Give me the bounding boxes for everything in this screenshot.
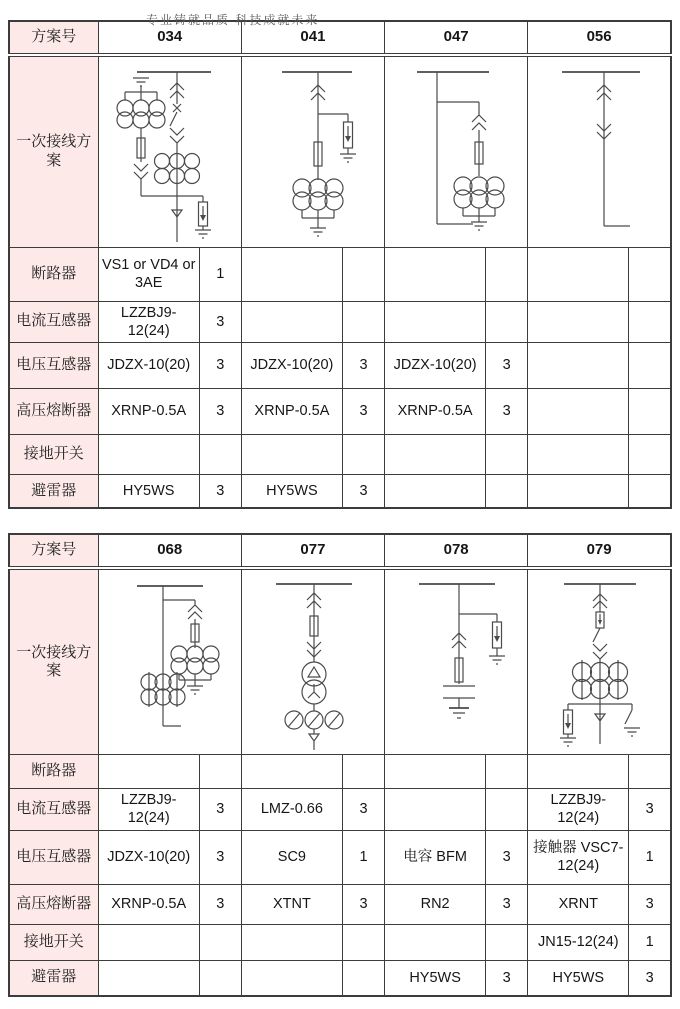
- component-row-label: 电流互感器: [9, 301, 98, 342]
- qty-cell: 3: [486, 884, 528, 924]
- scheme-header-row: [9, 534, 671, 568]
- model-cell: HY5WS: [528, 960, 629, 996]
- diagram-034: [99, 58, 242, 246]
- qty-cell: 3: [342, 884, 384, 924]
- model-cell: [528, 247, 629, 301]
- model-cell: [385, 434, 486, 474]
- diagram-cell: [98, 55, 241, 247]
- qty-cell: [486, 924, 528, 960]
- model-cell: JDZX-10(20): [385, 342, 486, 388]
- diagram-056: [528, 58, 671, 246]
- diagram-079: [528, 570, 671, 754]
- model-cell: [241, 301, 342, 342]
- component-row: [9, 755, 671, 789]
- qty-cell: 3: [342, 342, 384, 388]
- component-row: [9, 884, 671, 924]
- component-row-label: 接地开关: [9, 924, 98, 960]
- diagram-row: [9, 568, 671, 755]
- component-row-label: 接地开关: [9, 434, 98, 474]
- model-cell: [98, 755, 199, 789]
- qty-cell: 1: [342, 830, 384, 884]
- model-cell: LMZ-0.66: [241, 789, 342, 830]
- qty-cell: 1: [629, 924, 671, 960]
- qty-cell: 3: [342, 388, 384, 434]
- model-cell: [528, 301, 629, 342]
- model-cell: [241, 924, 342, 960]
- scheme-table-2: [8, 533, 672, 997]
- component-row-label: 断路器: [9, 755, 98, 789]
- qty-cell: [629, 388, 671, 434]
- scheme-number: 078: [385, 534, 528, 568]
- model-cell: [98, 434, 199, 474]
- qty-cell: [199, 434, 241, 474]
- component-row: [9, 434, 671, 474]
- qty-cell: 3: [486, 830, 528, 884]
- component-row: [9, 342, 671, 388]
- model-cell: [385, 755, 486, 789]
- component-row: [9, 474, 671, 508]
- qty-cell: 3: [486, 388, 528, 434]
- diagram-cell: [385, 55, 528, 247]
- qty-cell: [199, 924, 241, 960]
- model-cell: VS1 or VD4 or 3AE: [98, 247, 199, 301]
- component-row-label: 高压熔断器: [9, 388, 98, 434]
- diagram-041: [242, 58, 385, 246]
- component-row: [9, 789, 671, 830]
- model-cell: LZZBJ9-12(24): [528, 789, 629, 830]
- qty-cell: [199, 755, 241, 789]
- qty-cell: 3: [342, 789, 384, 830]
- qty-cell: 3: [629, 960, 671, 996]
- qty-cell: [486, 301, 528, 342]
- diagram-cell: [385, 568, 528, 755]
- qty-cell: [629, 301, 671, 342]
- model-cell: JDZX-10(20): [98, 342, 199, 388]
- model-cell: [241, 247, 342, 301]
- qty-cell: [486, 755, 528, 789]
- qty-cell: [342, 960, 384, 996]
- diagram-row: [9, 55, 671, 247]
- scheme-number: 079: [528, 534, 671, 568]
- model-cell: [241, 434, 342, 474]
- model-cell: [385, 924, 486, 960]
- model-cell: [528, 474, 629, 508]
- component-row: [9, 830, 671, 884]
- model-cell: [98, 924, 199, 960]
- qty-cell: 3: [199, 301, 241, 342]
- component-row-label: 避雷器: [9, 960, 98, 996]
- diagram-078: [385, 570, 528, 754]
- diagram-cell: [528, 568, 671, 755]
- qty-cell: [629, 247, 671, 301]
- scheme-number: 047: [385, 21, 528, 55]
- diagram-cell: [241, 568, 384, 755]
- qty-cell: [342, 301, 384, 342]
- model-cell: XTNT: [241, 884, 342, 924]
- scheme-number: 056: [528, 21, 671, 55]
- qty-cell: 3: [199, 474, 241, 508]
- model-cell: RN2: [385, 884, 486, 924]
- diagram-068: [99, 570, 242, 754]
- component-row-label: 避雷器: [9, 474, 98, 508]
- qty-cell: 1: [629, 830, 671, 884]
- qty-cell: [486, 474, 528, 508]
- model-cell: JN15-12(24): [528, 924, 629, 960]
- model-cell: LZZBJ9-12(24): [98, 301, 199, 342]
- model-cell: XRNP-0.5A: [98, 884, 199, 924]
- model-cell: 电容 BFM: [385, 830, 486, 884]
- qty-cell: 3: [629, 884, 671, 924]
- component-row-label: 电压互感器: [9, 342, 98, 388]
- model-cell: SC9: [241, 830, 342, 884]
- scheme-no-label: 方案号: [9, 21, 98, 55]
- scheme-no-label: 方案号: [9, 534, 98, 568]
- component-row-label: 断路器: [9, 247, 98, 301]
- wiring-scheme-label: 一次接线方案: [9, 55, 98, 247]
- model-cell: HY5WS: [241, 474, 342, 508]
- diagram-cell: [98, 568, 241, 755]
- component-row: [9, 247, 671, 301]
- model-cell: [98, 960, 199, 996]
- diagram-cell: [528, 55, 671, 247]
- qty-cell: [629, 342, 671, 388]
- qty-cell: [629, 474, 671, 508]
- model-cell: [385, 474, 486, 508]
- component-row-label: 高压熔断器: [9, 884, 98, 924]
- scheme-number: 068: [98, 534, 241, 568]
- component-row-label: 电流互感器: [9, 789, 98, 830]
- model-cell: XRNT: [528, 884, 629, 924]
- diagram-047: [385, 58, 528, 246]
- qty-cell: [486, 789, 528, 830]
- model-cell: [385, 789, 486, 830]
- scheme-number: 034: [98, 21, 241, 55]
- qty-cell: [342, 434, 384, 474]
- model-cell: HY5WS: [98, 474, 199, 508]
- qty-cell: 3: [486, 960, 528, 996]
- scheme-header-row: [9, 21, 671, 55]
- diagram-cell: [241, 55, 384, 247]
- qty-cell: 3: [199, 342, 241, 388]
- component-row: [9, 924, 671, 960]
- qty-cell: 3: [629, 789, 671, 830]
- model-cell: JDZX-10(20): [241, 342, 342, 388]
- model-cell: XRNP-0.5A: [98, 388, 199, 434]
- model-cell: JDZX-10(20): [98, 830, 199, 884]
- model-cell: [528, 434, 629, 474]
- model-cell: XRNP-0.5A: [241, 388, 342, 434]
- scheme-table-1: [8, 20, 672, 509]
- model-cell: [385, 301, 486, 342]
- qty-cell: [629, 755, 671, 789]
- qty-cell: 3: [486, 342, 528, 388]
- component-row: [9, 388, 671, 434]
- qty-cell: [342, 755, 384, 789]
- model-cell: [528, 755, 629, 789]
- model-cell: [528, 342, 629, 388]
- qty-cell: 3: [199, 789, 241, 830]
- qty-cell: [486, 247, 528, 301]
- qty-cell: 3: [199, 884, 241, 924]
- qty-cell: 1: [199, 247, 241, 301]
- qty-cell: [486, 434, 528, 474]
- scheme-number: 077: [241, 534, 384, 568]
- model-cell: HY5WS: [385, 960, 486, 996]
- top-slogan: 专业铸就品质 科技成就未来: [146, 13, 320, 27]
- model-cell: [385, 247, 486, 301]
- model-cell: [241, 755, 342, 789]
- qty-cell: [629, 434, 671, 474]
- model-cell: 接触器 VSC7-12(24): [528, 830, 629, 884]
- qty-cell: 3: [199, 830, 241, 884]
- model-cell: LZZBJ9-12(24): [98, 789, 199, 830]
- component-row: [9, 301, 671, 342]
- qty-cell: [199, 960, 241, 996]
- qty-cell: [342, 924, 384, 960]
- scheme-number: 041: [241, 21, 384, 55]
- model-cell: [241, 960, 342, 996]
- qty-cell: [342, 247, 384, 301]
- qty-cell: 3: [342, 474, 384, 508]
- catalog-page: [0, 13, 680, 1009]
- wiring-scheme-label: 一次接线方案: [9, 568, 98, 755]
- component-row-label: 电压互感器: [9, 830, 98, 884]
- diagram-077: [242, 570, 385, 754]
- model-cell: XRNP-0.5A: [385, 388, 486, 434]
- component-row: [9, 960, 671, 996]
- model-cell: [528, 388, 629, 434]
- qty-cell: 3: [199, 388, 241, 434]
